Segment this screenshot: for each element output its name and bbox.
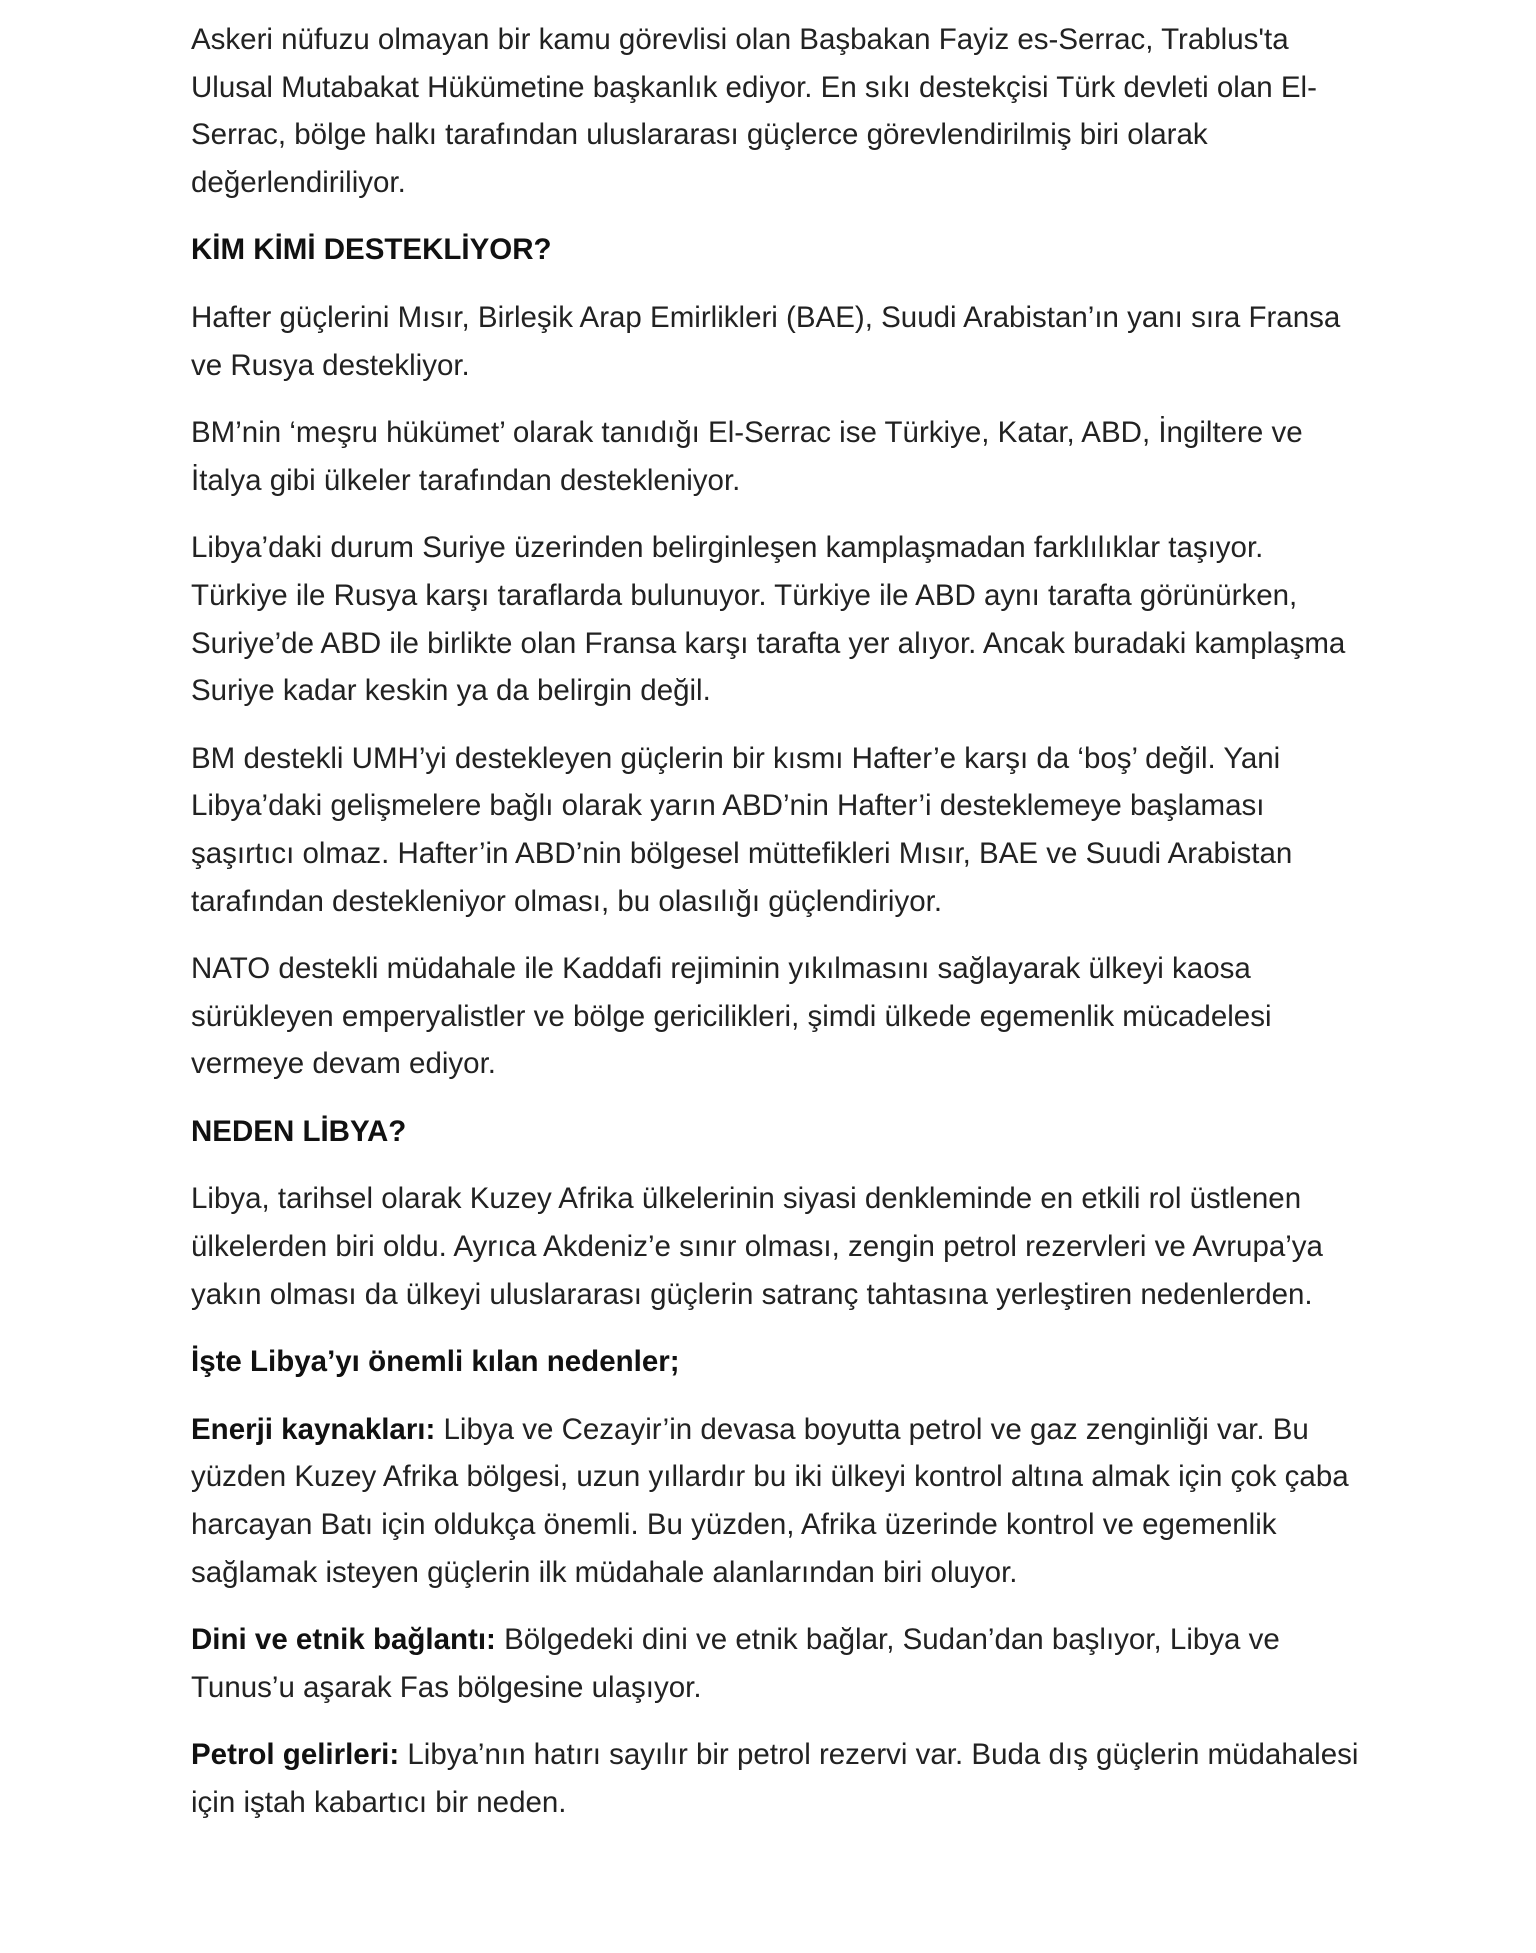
reason-religion-ethnicity-text: Bölgedeki dini ve etnik bağlar, Sudan’dan başlıyor, Libya ve Tunus’u aşarak Fas bölgesine ulaşıyor. — [191, 1623, 1280, 1704]
paragraph-umh-support: BM destekli UMH’yi destekleyen güçlerin bir kısmı Hafter’e karşı da ‘boş’ değil. Yani Libya’daki gelişmelere bağlı olarak yarın ABD’nin Hafter’i desteklemeye başlaması şaşırtıcı olmaz. Hafter’in ABD’nin bölgesel müttefikleri Mısır, BAE ve Suudi Arabistan tarafından destekleniyor olması, bu olasılığı güçlendiriyor. — [191, 741, 1293, 918]
heading-why-libya: NEDEN LİBYA? — [191, 1114, 407, 1148]
reason-religion-ethnicity — [191, 1616, 1361, 1711]
reason-energy-text: Libya ve Cezayir’in devasa boyutta petrol ve gaz zenginliği var. Bu yüzden Kuzey Afrika bölgesi, uzun yıllardır bu iki ülkeyi kontrol altına almak için çok çaba harcayan Batı için oldukça önemli. Bu yüzden, Afrika üzerinde kontrol ve egemenlik sağlamak isteyen güçlerin ilk müdahale alanlarından biri oluyor. — [191, 1412, 1349, 1589]
subheading-reasons — [191, 1338, 1361, 1386]
reason-oil-revenue-text: Libya’nın hatırı sayılır bir petrol rezervi var. Buda dış güçlerin müdahalesi için iştah kabartıcı bir neden. — [191, 1738, 1359, 1819]
reason-energy-label: Enerji kaynakları: — [191, 1412, 436, 1446]
reason-religion-ethnicity-label: Dini ve etnik bağlantı: — [191, 1623, 496, 1657]
paragraph-nato-intervention: NATO destekli müdahale ile Kaddafi rejiminin yıkılmasını sağlayarak ülkeyi kaosa sürükleyen emperyalistler ve bölge gericilikleri, şimdi ülkede egemenlik mücadelesi vermeye devam ediyor. — [191, 952, 1272, 1081]
reason-oil-revenue-label: Petrol gelirleri: — [191, 1738, 400, 1772]
paragraph-serrac-supporters: BM’nin ‘meşru hükümet’ olarak tanıdığı El-Serrac ise Türkiye, Katar, ABD, İngiltere ve İtalya gibi ülkeler tarafından destekleniyor. — [191, 416, 1303, 497]
reason-energy — [191, 1406, 1361, 1596]
paragraph-syria-comparison: Libya’daki durum Suriye üzerinden belirginleşen kamplaşmadan farklılıklar taşıyor. Türkiye ile Rusya karşı taraflarda bulunuyor. Türkiye ile ABD aynı tarafta görünürken, Suriye’de ABD ile birlikte olan Fransa karşı tarafta yer alıyor. Ancak buradaki kamplaşma Suriye kadar keskin ya da belirgin değil. — [191, 531, 1346, 708]
heading-who-supports-whom: KİM KİMİ DESTEKLİYOR? — [191, 233, 552, 267]
paragraph-serrac-intro: Askeri nüfuzu olmayan bir kamu görevlisi olan Başbakan Fayiz es-Serrac, Trablus'ta Ulusal Mutabakat Hükümetine başkanlık ediyor. En sıkı destekçisi Türk devleti olan El-Serrac, bölge halkı tarafından uluslararası güçlerce görevlendirilmiş biri olarak değerlendiriliyor. — [191, 23, 1317, 199]
paragraph-libya-history: Libya, tarihsel olarak Kuzey Afrika ülkelerinin siyasi denkleminde en etkili rol üstlenen ülkelerden biri oldu. Ayrıca Akdeniz’e sınır olması, zengin petrol rezervleri ve Avrupa’ya yakın olması da ülkeyi uluslararası güçlerin satranç tahtasına yerleştiren nedenlerden. — [191, 1182, 1323, 1311]
article-body — [191, 16, 1361, 1847]
paragraph-hafter-supporters: Hafter güçlerini Mısır, Birleşik Arap Emirlikleri (BAE), Suudi Arabistan’ın yanı sıra Fransa ve Rusya destekliyor. — [191, 300, 1341, 382]
subheading-reasons-text: İşte Libya’yı önemli kılan nedenler; — [191, 1345, 680, 1379]
reason-oil-revenue — [191, 1731, 1361, 1826]
